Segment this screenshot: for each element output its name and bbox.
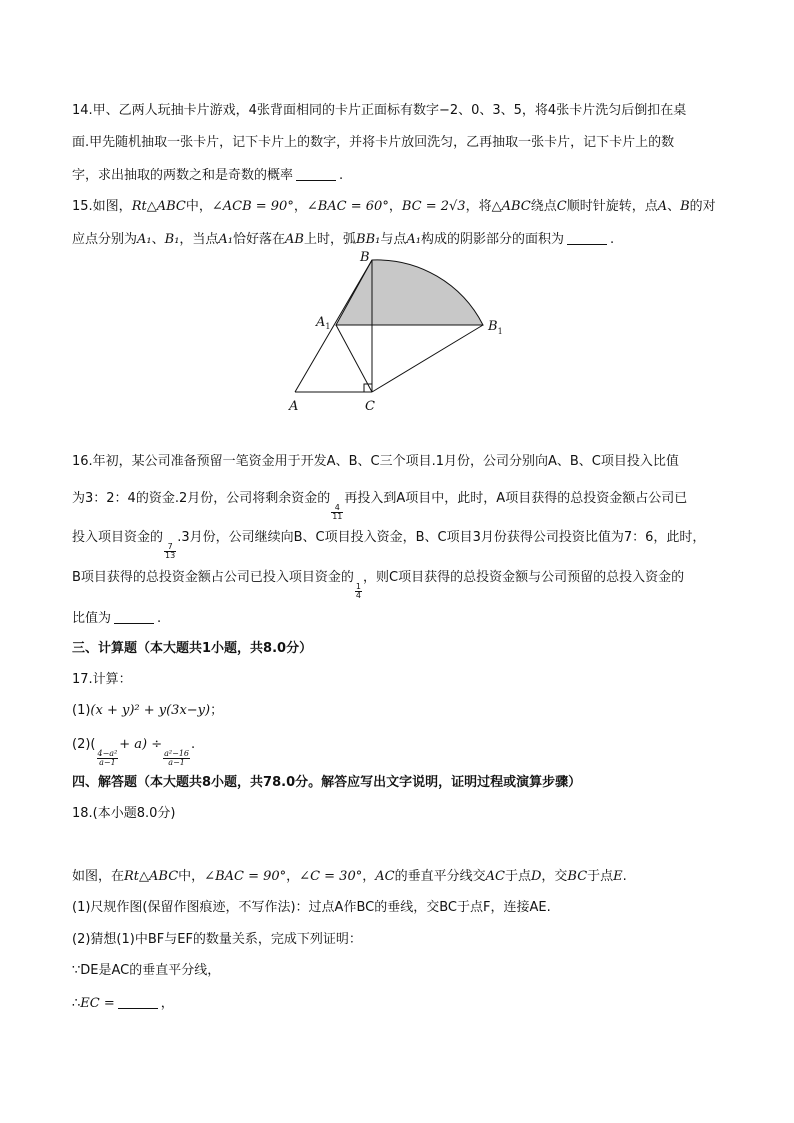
q18-math: E <box>613 869 623 884</box>
q15-text: 中， <box>185 199 212 214</box>
q17-title: 17.计算： <box>72 672 132 687</box>
q18-text: ， <box>362 869 376 884</box>
q18-text: 的垂直平分线交 <box>394 869 486 884</box>
section-3-heading: 三、计算题（本大题共1小题，共8.0分） <box>72 641 313 656</box>
answer-blank <box>296 168 336 181</box>
q18-proof-end: ， <box>160 996 174 1011</box>
q14-text: 字，求出抽取的两数之和是奇数的概率 <box>72 168 294 183</box>
q18-text: ， <box>286 869 300 884</box>
q18-math: ∠C = 30° <box>299 869 363 884</box>
fraction-numerator: 4−a² <box>97 749 118 758</box>
fraction-denominator: 11 <box>332 512 343 522</box>
q16-line-3 <box>72 531 734 561</box>
fraction-denominator: a−1 <box>99 758 116 768</box>
label-A1-sub: 1 <box>325 322 331 331</box>
q18-part-1: (1)尺规作图(保留作图痕迹，不写作法)：过点A作BC的垂线，交BC于点F，连接AE. <box>72 900 551 915</box>
q17-part1-label: (1) <box>72 703 91 718</box>
q14-line-2: 面.甲先随机抽取一张卡片，记下卡片上的数字，并将卡片放回洗匀，乙再抽取一张卡片，记下卡片上的数 <box>72 135 675 150</box>
q15-text: 、 <box>151 232 165 247</box>
q15-math: BB₁ <box>356 232 381 247</box>
q15-line-2 <box>72 232 734 246</box>
q15-math: A₁ <box>406 232 421 247</box>
q15-math: A₁ <box>218 232 234 247</box>
q15-text: 应点分别为 <box>72 232 138 247</box>
answer-blank <box>118 996 158 1009</box>
q15-line-1 <box>72 200 734 213</box>
fraction-numerator: 7 <box>164 543 176 552</box>
fraction-4-a2-over-a-1 <box>97 750 119 768</box>
q16-text: B项目获得的总投资金额占公司已投入项目资金的 <box>72 570 354 585</box>
q16-end: . <box>157 611 162 626</box>
q15-text: 顺时针旋转，点 <box>566 199 658 214</box>
q18-text: . <box>622 869 627 884</box>
q15-text: 恰好落在 <box>233 232 286 247</box>
q18-text: ，交 <box>541 869 568 884</box>
q15-text: 绕点 <box>530 199 557 214</box>
q15-end: . <box>609 232 615 247</box>
q18-math: BC <box>567 869 588 884</box>
fraction-a2-16-over-a-1 <box>163 750 190 768</box>
q17-part2-label: (2)( <box>72 737 96 752</box>
q15-math: Rt△ABC <box>131 199 186 214</box>
q16-text: 为3：2：4的资金.2月份，公司将剩余资金的 <box>72 491 331 506</box>
q15-math: AB <box>285 232 304 247</box>
fraction-numerator: 4 <box>331 504 343 513</box>
q17-part1-end: ； <box>210 703 224 718</box>
q18-proof-therefore: ∴ <box>72 996 81 1011</box>
segment-A1C <box>336 325 372 392</box>
label-B1 <box>487 319 503 336</box>
q15-text: 与点 <box>380 232 407 247</box>
q18-proof-1: ∵DE是AC的垂直平分线， <box>72 963 221 978</box>
q15-text: 15.如图， <box>72 199 132 214</box>
q16-text: 再投入到A项目中，此时，A项目获得的总投资金额占公司已 <box>344 491 688 506</box>
label-B1-sub: 1 <box>497 327 503 336</box>
q17-part-1 <box>72 704 734 717</box>
q16-text: 投入项目资金的 <box>72 530 164 545</box>
q18-part-2: (2)猜想(1)中BF与EF的数量关系，完成下列证明： <box>72 932 362 947</box>
q16-text: .3月份，公司继续向B、C项目投入资金，B、C项目3月份获得公司投资比值为7：6，此时， <box>177 530 706 545</box>
label-B: B <box>360 250 370 265</box>
q17-part-2 <box>72 738 734 768</box>
q18-proof-2 <box>72 996 734 1010</box>
fraction-denominator: a−1 <box>168 758 185 768</box>
q15-text: ， <box>388 199 402 214</box>
q18-math: AC <box>375 869 395 884</box>
q15-text: 上时，弧 <box>304 232 357 247</box>
label-A1 <box>315 315 330 331</box>
segment-AB <box>295 260 372 392</box>
q15-math: BC = 2√3 <box>401 199 466 214</box>
q15-text: 构成的阴影部分的面积为 <box>420 232 564 247</box>
q16-line-1: 16.年初，某公司准备预留一笔资金用于开发A、B、C三个项目.1月份，公司分别向A、B、C项目投入比值 <box>72 454 679 469</box>
q14-line-1: 14.甲、乙两人玩抽卡片游戏，4张背面相同的卡片正面标有数字−2、0、3、5，将4张卡片洗匀后倒扣在桌 <box>72 103 687 118</box>
fraction-denominator: 13 <box>165 551 176 561</box>
q15-math: ABC <box>501 199 531 214</box>
q14-end: . <box>339 168 344 183</box>
q15-math: B₁ <box>164 232 180 247</box>
q16-text: ，则C项目获得的总投资金额与公司预留的总投入资金的 <box>363 570 685 585</box>
q18-text: 中， <box>178 869 205 884</box>
q15-math: C <box>556 199 567 214</box>
q15-text: ，将△ <box>465 199 502 214</box>
fraction-1-4 <box>355 583 362 601</box>
q15-text: ，当点 <box>179 232 219 247</box>
fraction-7-13 <box>164 543 176 561</box>
fraction-numerator: 1 <box>355 582 362 591</box>
label-A1-main: A <box>316 315 326 330</box>
q18-math: Rt△ABC <box>124 869 179 884</box>
fraction-numerator: a²−16 <box>164 749 190 758</box>
q17-part2-middle: + a) ÷ <box>119 737 163 752</box>
q16-line-2 <box>72 492 734 522</box>
q18-proof-math: EC = <box>80 996 115 1011</box>
q15-text: ， <box>293 199 307 214</box>
q16-line-4 <box>72 571 734 601</box>
label-B1-main: B <box>488 319 498 334</box>
q18-math: ∠BAC = 90° <box>204 869 287 884</box>
q18-math: AC <box>485 869 505 884</box>
answer-blank <box>567 232 607 245</box>
q18-intro <box>72 870 734 883</box>
shaded-region <box>336 260 483 325</box>
q16-text: 比值为 <box>72 611 112 626</box>
q15-text: 的对 <box>689 199 716 214</box>
fraction-4-11 <box>331 504 343 522</box>
q15-math: ∠BAC = 60° <box>306 199 389 214</box>
label-C: C <box>365 399 375 414</box>
q16-line-5 <box>72 611 734 625</box>
q15-math: B <box>680 199 690 214</box>
fraction-denominator: 4 <box>355 591 362 601</box>
q17-part1-expression: (x + y)² + y(3x−y) <box>90 703 211 718</box>
answer-blank <box>114 611 154 624</box>
q18-math: D <box>530 869 542 884</box>
segment-B1C <box>372 325 483 392</box>
q18-text: 于点 <box>504 869 531 884</box>
q18-text: 于点 <box>587 869 614 884</box>
q15-math: A₁ <box>137 232 152 247</box>
geometry-figure <box>280 250 530 420</box>
label-A: A <box>289 399 299 414</box>
section-4-heading: 四、解答题（本大题共8小题，共78.0分。解答应写出文字说明，证明过程或演算步骤） <box>72 775 582 790</box>
q18-text: 如图，在 <box>72 869 125 884</box>
q15-math: ∠ACB = 90° <box>211 199 294 214</box>
q15-text: 、 <box>667 199 681 214</box>
q18-title: 18.(本小题8.0分) <box>72 806 176 821</box>
q14-line-3 <box>72 168 734 182</box>
q17-part2-end: . <box>191 737 196 752</box>
q15-math: A <box>657 199 668 214</box>
